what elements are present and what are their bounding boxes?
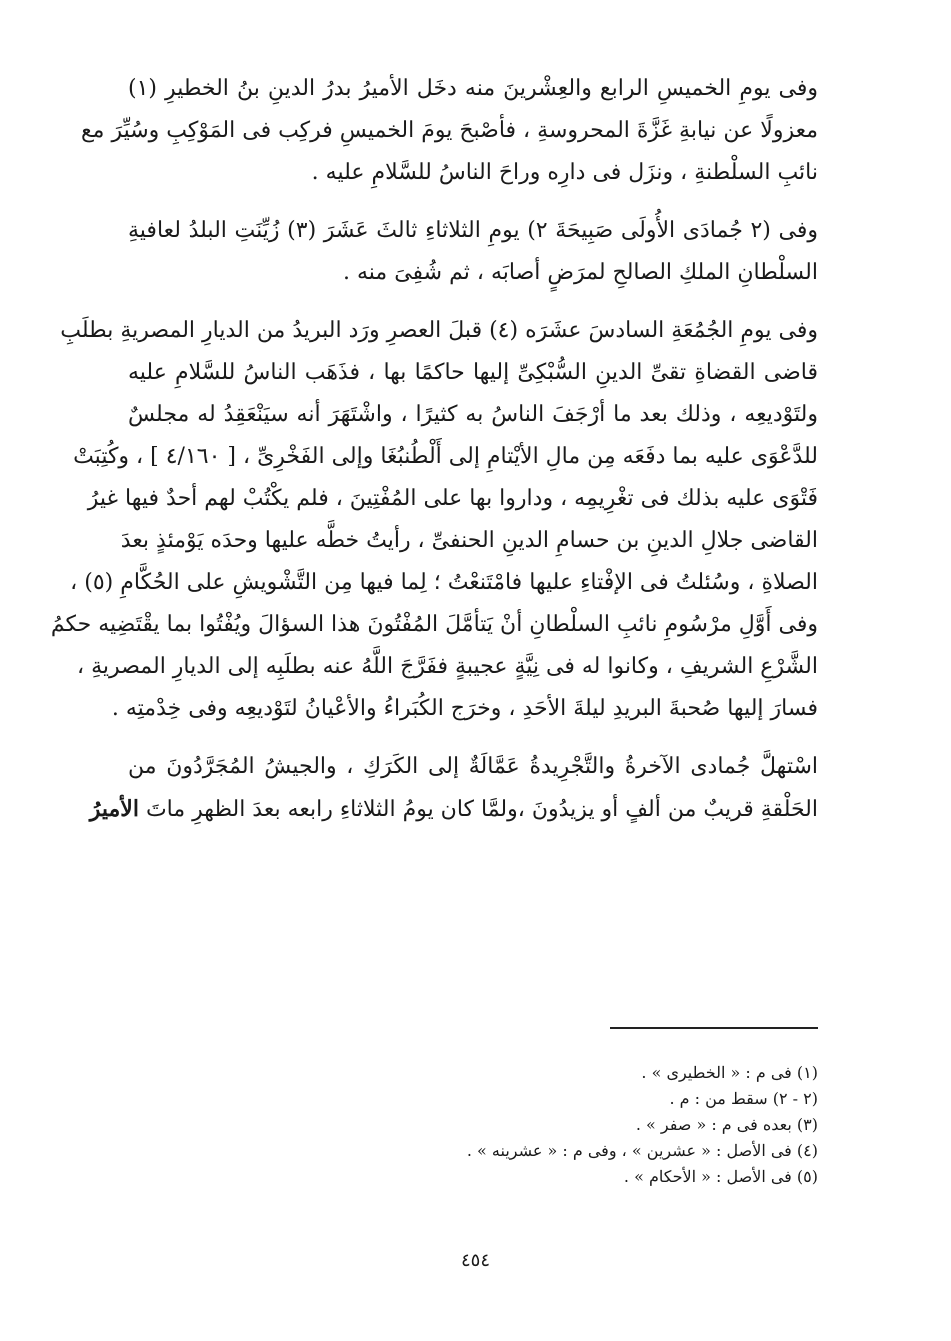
paragraph-3 [50,310,818,730]
text-line: القاضى جلالِ الدينِ بن حسامِ الدينِ الحنفىِّ ، رأيتُ خطَّه عليها وحدَه يَوْمئذٍ بعدَ [120,528,818,553]
text-line: قاضى القضاةِ تقىِّ الدينِ السُّبْكِىِّ إليها حاكمًا بها ، فذَهَب الناسُ للسَّلامِ عليه [128,360,818,385]
footnote-separator [610,1027,818,1029]
footnote-4: (٤) فى الأصل : « عشرين » ، وفى م : « عشرينه » . [466,1141,818,1160]
footnotes [300,1060,818,1190]
text-line: وفى أَوَّلِ مرْسُومِ نائبِ السلْطانِ أنْ يَتأمَّلَ المُفْتُونَ هذا السؤالَ ويُفْتُوا بما يقْتَضِيه حكمُ [50,612,818,637]
footnote-3: (٣) بعده فى م : « صفر » . [635,1115,818,1134]
text-line: وفى (٢ جُمادَى الأُولَى صَبِيحَةَ ٢) يومِ الثلاثاءِ ثالثَ عَشَرَ (٣) زُيِّنَتِ البلدُ لعافيةِ [128,218,818,243]
text-line: للدَّعْوَى عليه بما دفَعَه مِن مالِ الأيْتامِ إلى أَلْطُنبُغَا وإلى الفَخْرِىِّ ، [ ٤/١٦٠ ] ، وكُتِبَتْ [73,444,818,469]
footnote-1: (١) فى م : « الخطيرى » . [641,1063,818,1082]
text-line: وفى يومِ الجُمُعَةِ السادسَ عشَرَه (٤) قبلَ العصرِ ورَد البريدُ من الديارِ المصريةِ بطلَبِ [60,318,818,343]
footnote-2: (٢ - ٢) سقط من : م . [669,1089,818,1108]
bold-word: الأميرُ [89,796,139,822]
text-line: فسارَ إليها صُحبةَ البريدِ ليلةَ الأحَدِ ، وخرَج الكُبَراءُ والأعْيانُ لتَوْديعِه وفى خِدْمتِه . [111,696,818,721]
text-line: الصلاةِ ، وسُئلتُ فى الإفْتاءِ عليها فامْتَنعْتُ ؛ لِما فيها مِن التَّشْويشِ على الحُكَّامِ (٥) ، [70,570,818,595]
text-line: اسْتهلَّ جُمادى الآخرةُ والتَّجْرِيدةُ عَمَّالَةٌ إلى الكَرَكِ ، والجيشُ المُجَرَّدُونَ من [128,754,818,779]
text-line-content: الحَلْقةِ قريبٌ من ألفٍ أو يزيدُونَ ،ولمَّا كان يومُ الثلاثاءِ رابعه بعدَ الظهرِ ماتَ [145,797,818,822]
paragraph-1 [80,68,818,194]
text-line: فَتْوَى عليه بذلك فى تغْرِيمِه ، وداروا بها على المُفْتِينَ ، فلم يكْتُبْ لهم أحدٌ فيها غيرُ [87,486,818,511]
text-line [89,788,818,831]
text-line: وفى يومِ الخميسِ الرابع والعِشْرينَ منه دخَل الأميرُ بدرُ الدينِ بنُ الخطيرِ (١) [128,76,818,101]
paragraph-4 [89,746,818,831]
footnote-5: (٥) فى الأصل : « الأحكام » . [623,1167,818,1186]
text-line: الشَّرْعِ الشريفِ ، وكانوا له فى نِيَّةٍ عجيبةٍ ففَرَّجَ اللَّهُ عنه بطلَبِه إلى الديارِ المصريةِ ، [77,654,818,679]
text-line: السلْطانِ الملكِ الصالحِ لمرَضٍ أصابَه ، ثم شُفِىَ منه . [343,260,818,285]
text-line: معزولًا عن نيابةِ غَزَّةَ المحروسةِ ، فأصْبحَ يومَ الخميسِ فركِب فى المَوْكِبِ وسُيِّرَ مع [80,118,818,143]
text-line: ولتَوْديعِه ، وذلك بعد ما أرْجَفَ الناسُ به كثيرًا ، واشْتَهَرَ أنه سيَنْعَقِدُ له مجلسٌ [128,402,818,427]
main-text [50,68,818,837]
text-line: نائبِ السلْطنةِ ، ونزَل فى دارِه وراحَ الناسُ للسَّلامِ عليه . [311,160,818,185]
page-number: ٤٥٤ [460,1250,490,1271]
paragraph-2 [128,210,818,294]
